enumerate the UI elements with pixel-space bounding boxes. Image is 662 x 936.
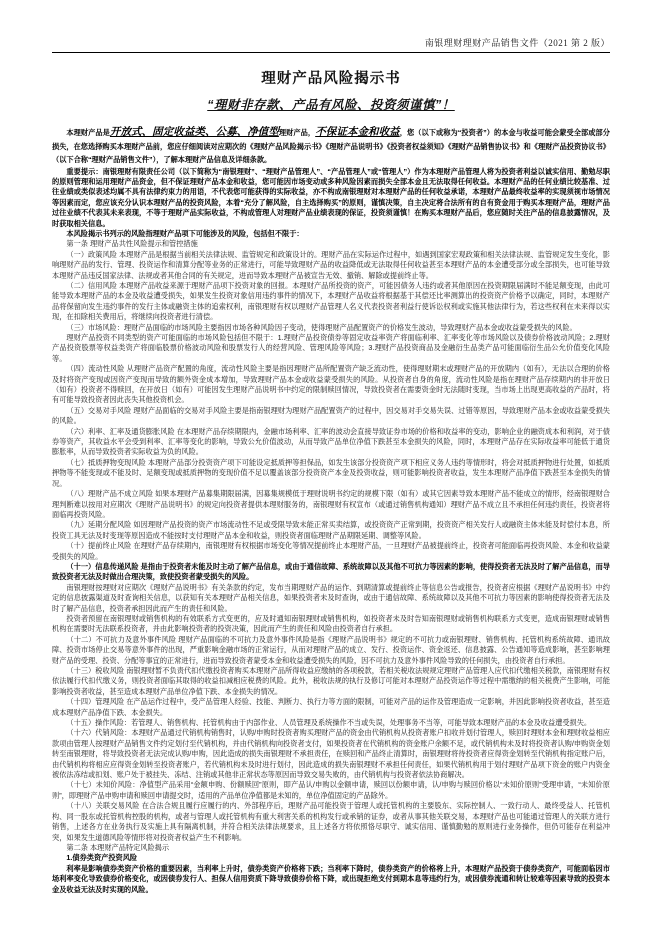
paragraph: （十五）操作风险：若管理人、销售机构、托管机构由于内部作业、人员管理及系统操作不当或失误，处理事务不当等，可能导致本理财产品的本金及收益遭受损失。 <box>66 718 592 728</box>
document-body <box>52 126 610 895</box>
paragraph: （二）信用风险 本理财产品收益来源于理财产品项下投资对象的回报。本理财产品所投资的资产，可能因债务人违约或者其他原因在投资期限届满时不能足额变现，由此可能导致本理财产品的本金及收益遭受损失，如果发生投资对象信用违约事件的情况下，本理财产品收益将根据基于其偿还比率测算出的投资资产价格予以确定，同时，本理财产品将保留向发生违约事件的发行主体或融资主体的追索权利，南银理财有权以理财产品管理人名义代表投资者利益行使诉讼权利或实施其他法律行为，若这些权利在未来得以实现，在扣除相关费用后，将继续向投资者进行清偿。 <box>52 280 610 322</box>
paragraph: （十八）关联交易风险 在合法合规且履行应履行的内、外部程序后，理财产品可能投资于管理人或托管机构的主要股东、实际控制人、一致行动人、最终受益人、托管机构、同一股东或托管机构控股的机构，或者与管理人或托管机构有重大利害关系的机构发行或承销的证券，或者从事其他关联交易，本理财产品也可能通过管理人的关联方进行销售，上述各方在业务执行及实施上具有隔离机制，并符合相关法律法规要求，且上述各方将依照恪尽职守、诚实信用、谨慎勤勉的原则进行业务操作，但仍可能存在利益冲突，如果发生道德风险等情形将对投资者权益产生不利影响。 <box>52 801 610 842</box>
paragraph: （八）理财产品不成立风险 如果本理财产品募集期限届满，因募集规模低于理财说明书约定的规模下限（如有）或其它因素导致本理财产品不能成立的情形，经南银理财合理判断难以按用对应期次《理财产品说明书》的规定向投资者提供本理财服务的，南银理财有权宣布（或通过销售机构通知）理财产品不成立且不承担任何违约责任，投资者将面临再投资风险。 <box>52 489 610 519</box>
paragraph: （十）提前终止风险 在理财产品存续期内，南银理财有权根据市场变化等情况提前终止本理财产品，一旦理财产品被提前终止，投资者可能面临再投资风险、本金和收益蒙受损失的风险。 <box>52 541 610 561</box>
page-subtitle-text: “理财非存款、产品有风险、投资须谨慎”！ <box>207 98 455 112</box>
paragraph-text: 理财产品， <box>278 128 316 137</box>
paragraph-text: ，您（以下或称为“投资者”）的本金与收益可能会蒙受全部或部分损失，在您选择购买本理财产品前，您应仔细阅读对应期次的《理财产品风险揭示书》《理财产品说明书》《投资者权益须知》《理财产品销售协议书》和《理财产品投资协议书》（以下合称“理财产品销售文件”），了解本理财产品信息及详细条款。 <box>52 128 610 164</box>
paragraph: （十六）代销风险：本理财产品通过代销机构销售时，认购/申购时投资者购买理财产品的资金由代销机构从投资者账户扣收并划付管理人，赎回时理财本金和理财收益相应款项由管理人按理财产品销售文件约定划付至代销机构，并由代销机构向投资者支付，如果投资者在代销机构的资金账户余额不足，或代销机构未及时将投资者认购/申购资金划转至南银理财，将导致投资者无法完成认购/申购，因此造成的损失南银理财不承担责任，在赎回和产品终止清算时，南银理财将待投资者应得资金划转至代销机构指定账户后，由代销机构将相应应得资金划转至投资者账户，若代销机构未及时进行划付，因此造成的损失南银理财不承担任何责任，如果代销机构用于划付理财产品项下资金的账户内资金被依法冻结或扣划、账户处于被挂失、冻结、注销或其他非正常状态等原因而导致交易失败的，由代销机构与投资者依法协商解决。 <box>52 728 610 780</box>
paragraph: 南银理财按理财对应期次《理财产品说明书》有关条款的约定，发布当期理财产品的运作、到期清算或提前终止等信息公告或报告，投资者应根据《理财产品说明书》中约定的信息披露渠道及时查询相关信息，以获知有关本理财产品相关信息，如果投资者未及时查询，或由于通信故障、系统故障以及其他不可抗力等因素的影响使得投资者无法及时了解产品信息，投资者承担因此而产生的责任和风险。 <box>52 582 610 613</box>
paragraph: 1.债券类资产投资风险 <box>66 853 138 863</box>
paragraph: （九）延期分配风险 如因理财产品投资的资产市场流动性不足或受限导致未能正常买卖结算，或投资资产正常到期，投资资产相关发行人或融资主体未能及时偿付本息，所投资工具无法及时变现等原因造成不能按时支付理财产品本金和收益，则投资者面临理财产品期限延期、调整等风险。 <box>52 520 610 540</box>
page-title: 理财产品风险揭示书 <box>261 71 401 87</box>
paragraph: 重要提示：南银理财有限责任公司（以下简称为“南银理财”、“理财产品管理人”、“产品管理人”或“管理人”）作为本理财产品管理人将为投资者利益以诚实信用、勤勉尽职的原则管理和运用理财产品资金，但不保证理财产品本金和收益，您可能因市场变动或多种风险因素而损失全部本金且无法取得任何收益。本理财产品的任何业绩比较基准、过往业绩或类似表述均属不具有法律约束力的用语，不代表您可能获得的实际收益，亦不构成南银理财对本理财产品的任何收益承诺，本理财产品最终收益率的实现须视市场情况等因素而定，您应该充分认识本理财产品的投资风险，本着“充分了解风险，自主选择购买”的原则，谨慎决策，自主决定将合法所有的自有资金用于购买本理财产品，理财产品过往业绩不代表其未来表现，不等于理财产品实际收益，不构成管理人对理财产品业绩表现的保证，投资须谨慎！在购买本理财产品后，您应随时关注产品的信息披露情况，及时获取相关信息。 <box>52 166 610 228</box>
paragraph: 投资者预留在南银理财或销售机构的有效联系方式变更的，应及时通知南银理财或销售机构，如投资者未及时告知南银理财或销售机构联系方式变更，造成南银理财或销售机构在需要时无法联系投资者，并由此影响投资者的投资决策，因此而产生的责任和风险由投资者自行承担。 <box>52 613 610 634</box>
paragraph: （一）政策风险 本理财产品是根据当前相关法律法规、监管规定和政策设计的。理财产品在实际运作过程中，如遇到国家宏观政策和相关法律法规、监管规定发生变化，影响理财产品的发行、管理、投资运作和清算分配等业务的正常进行，可能导致理财产品的收益降低或无法取得任何收益甚至本理财产品的本金遭受部分或全部损失，也可能导致本理财产品违反国家法律、法规或者其他合同的有关规定，进而导致本理财产品被宣告无效、撤销、解除或提前终止等。 <box>52 249 610 280</box>
paragraph: （十一）信息传递风险 是指由于投资者未能及时主动了解产品信息，或由于通信故障、系统故障以及其他不可抗力等因素的影响，使得投资者无法及时了解产品信息，而导致投资者无法及时做出合理决策，致使投资者蒙受损失的风险。 <box>52 561 610 582</box>
paragraph <box>52 126 610 167</box>
paragraph: （三）市场风险：理财产品面临的市场风险主要指因市场各种风险因子变动，使得理财产品配置资产的价格发生波动，导致理财产品本金或收益蒙受损失的风险。 <box>66 322 577 332</box>
header-edition-text: 南银理财理财产品销售文件（2021 第 2 版） <box>424 38 610 48</box>
paragraph: （七）抵质押物变现风险 本理财产品部分投资资产项下可能设定抵质押等担保品，如发生该部分投资资产项下相应义务人违约等情形时，将会对抵质押物进行处置，如抵质押物等不能变现或不能及时、足额变现或抵质押物的变现价值不足以覆盖该部分投资资产本金及投资收益，则可能影响投资者收益，发生本理财产品净值下跌甚至本金损失的情况。 <box>52 457 610 488</box>
paragraph: 理财产品投资不同类型的资产可能面临的市场风险包括但不限于：1.理财产品投资债券等固定收益率资产将面临利率、汇率变化等市场风险以及债券价格波动风险；2.理财产品投资股票等权益类资产将面临股票价格波动风险和股票发行人的经营风险、管理风险等风险；3.理财产品投资商品及金融衍生品类产品可能面临衍生品公允价值变化风险等。 <box>52 333 610 363</box>
emphasized-text: 不保证本金和收益 <box>315 126 400 138</box>
paragraph: （十四）管理风险 在产品运作过程中，受产品管理人经验、技能、判断力、执行力等方面的限制，可能对产品的运作及管理造成一定影响，并因此影响投资者收益，甚至造成本理财产品净值下跌、本金损失。 <box>52 697 610 717</box>
paragraph: （五）交易对手风险 理财产品面临的交易对手风险主要是指南银理财为理财产品配置资产的过程中，因交易对手交易失误、过错等原因，导致理财产品本金或收益蒙受损失的风险。 <box>52 405 610 426</box>
paragraph: 第二条 本理财产品特定风险揭示 <box>66 842 170 852</box>
paragraph: （十七）未知价风险：净值型产品采用“金额申购、份额赎回”原则，即产品认/申购以金额申请，赎回以份额申请，认/申购与赎回价格以“未知价原则”受理申请，“未知价原则”，即理财产品申购申请和赎回申请提交时，适用的产品单位净值都是未知的，单位净值固定的产品除外。 <box>52 780 610 800</box>
page-subtitle <box>52 95 610 114</box>
paragraph: （十三）税收风险 南银理财暂不负责代扣代缴投资者购买本理财产品所得收益应缴纳的各项税款，若相关税收法规规定理财产品管理人应代扣代缴相关税款，南银理财有权依法履行代扣代缴义务，则投资者面临其取得的收益扣减相应税费的风险。此外，税收法规的执行及修订可能对本理财产品投资运作等过程中需缴纳的相关税费产生影响，可能影响投资者收益，甚至造成本理财产品单位净值下跌、本金损失的情况。 <box>52 666 610 696</box>
paragraph: （四）流动性风险 从理财产品资产配置的角度，流动性风险主要是指因理财产品所配置资产缺乏流动性，使得理财期末或理财产品的开放期内（如有），无法以合理的价格及时将资产变现或因资产变现而导致的额外资金成本增加，导致理财产品本金或收益蒙受损失的风险。从投资者自身的角度，流动性风险是指在理财产品存续期内的非开放日（如有）投资者不得赎回，在开放日（如有）可能因发生理财产品说明书中约定的限制赎回情况，导致投资者在需要资金时无法随时变现，当市场上出现更高收益的产品时，将有可能导致投资者因此丧失其他投资机会。 <box>52 364 610 405</box>
paragraph: 利率是影响债券类资产价格的重要因素，当利率上升时，债券类资产价格将下跌；当利率下降时，债券类资产的价格将上升，本理财产品投资于债券类资产，可能面临因市场利率变化导致债券价格变化，或因债券发行人、担保人信用资质下降导致债券价格下降，或出现拒绝支付到期本息等违约行为，或因债券流通和转让较难等因素导致的投资本金及收益无法及时实现的风险。 <box>52 863 610 894</box>
paragraph: 第一条 理财产品共性风险提示和管控措施 <box>66 239 198 249</box>
document-header <box>52 36 610 52</box>
emphasized-text: 开放式、固定收益类、公募、净值型 <box>109 126 279 138</box>
header-divider <box>52 52 610 53</box>
paragraph-text: 本理财产品是 <box>66 128 110 137</box>
paragraph: （十二）不可抗力及意外事件风险 理财产品面临的不可抗力及意外事件风险是指《理财产品说明书》规定的不可抗力或南银理财、销售机构、托管机构系统故障、通讯故障、投资市场停止交易等意外事件的出现，严重影响金融市场的正常运行，从而对理财产品的成立、发行、投资运作、资金返还、信息披露、公告通知等造成影响，甚至影响理财产品的受理、投资、分配等事宜的正常进行，进而导致投资者蒙受本金和收益遭受损失的风险，因不可抗力及意外事件风险导致的任何损失，由投资者自行承担。 <box>52 634 610 665</box>
paragraph: （六）利率、汇率及通货膨胀风险 在本理财产品存续期限内，金融市场利率、汇率的波动会直接导致证券市场的价格和收益率的变动，影响企业的融资成本和利润，对于债券等资产，其收益水平会受到利率、汇率等变化的影响，导致公允价值波动，从而导致产品单位净值下跌甚至本金损失的风险，同时，本理财产品存在实际收益率可能低于通货膨胀率，从而导致投资者实际收益为负的风险。 <box>52 426 610 457</box>
paragraph: 本风险揭示书列示的风险指理财产品项下可能涉及的风险，包括但不限于： <box>66 228 304 238</box>
